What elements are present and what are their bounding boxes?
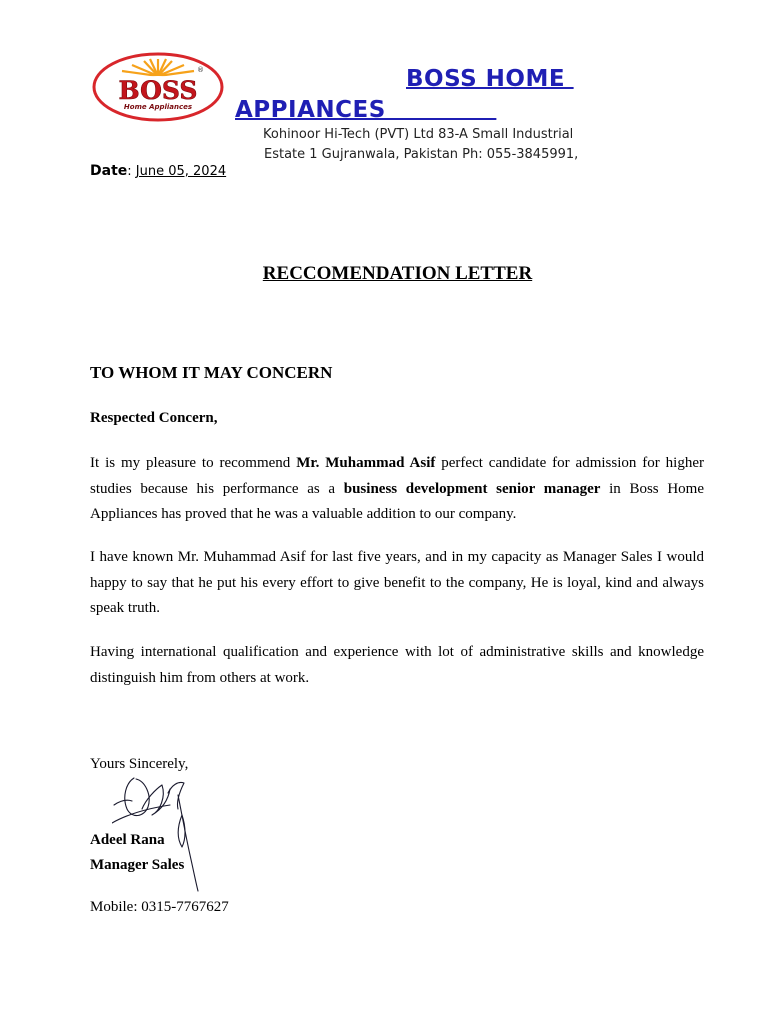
date-value: June 05, 2024	[135, 164, 227, 179]
date-row	[90, 163, 226, 179]
company-address-line2: Estate 1 Gujranwala, Pakistan Ph: 055-3845991,	[264, 147, 579, 162]
closing: Yours Sincerely,	[90, 756, 189, 772]
signer-name: Adeel Rana	[90, 832, 165, 848]
signer-title: Manager Sales	[90, 857, 185, 873]
candidate-name: Mr. Muhammad Asif	[296, 455, 436, 471]
company-name-line1: BOSS HOME	[406, 66, 574, 92]
p1-text-a: It is my pleasure to recommend	[90, 455, 297, 471]
date-separator: :	[127, 164, 136, 179]
p1-text-c: perfect candidate for admission for higher studies because his performance as a	[90, 455, 704, 497]
company-name-line2: APPIANCES	[235, 97, 497, 123]
registered-mark: ®	[197, 66, 204, 74]
logo-wordmark: BOSS	[118, 76, 198, 105]
company-address-line1: Kohinoor Hi-Tech (PVT) Ltd 83-A Small Industrial	[263, 127, 574, 142]
salutation: Respected Concern,	[90, 410, 218, 426]
boss-logo	[92, 52, 225, 122]
date-label: Date	[90, 163, 128, 179]
candidate-role: business development senior manager	[343, 480, 601, 497]
mobile-number: Mobile: 0315-7767627	[90, 899, 229, 915]
paragraph-3: Having international qualification and experience with lot of administrative skills and knowledge distinguish him from others at work.	[90, 644, 704, 686]
logo-tagline: Home Appliances	[123, 103, 193, 111]
p1-text-e: in Boss Home Appliances has proved that he was a valuable addition to our company.	[90, 480, 704, 522]
paragraph-1	[90, 451, 704, 528]
paragraph-2: I have known Mr. Muhammad Asif for last five years, and in my capacity as Manager Sales I would happy to say that he put his every effort to give benefit to the company, He is loyal, kind and always speak truth.	[90, 549, 704, 616]
letter-title: RECCOMENDATION LETTER	[262, 263, 533, 284]
to-whom-heading: TO WHOM IT MAY CONCERN	[90, 363, 333, 382]
